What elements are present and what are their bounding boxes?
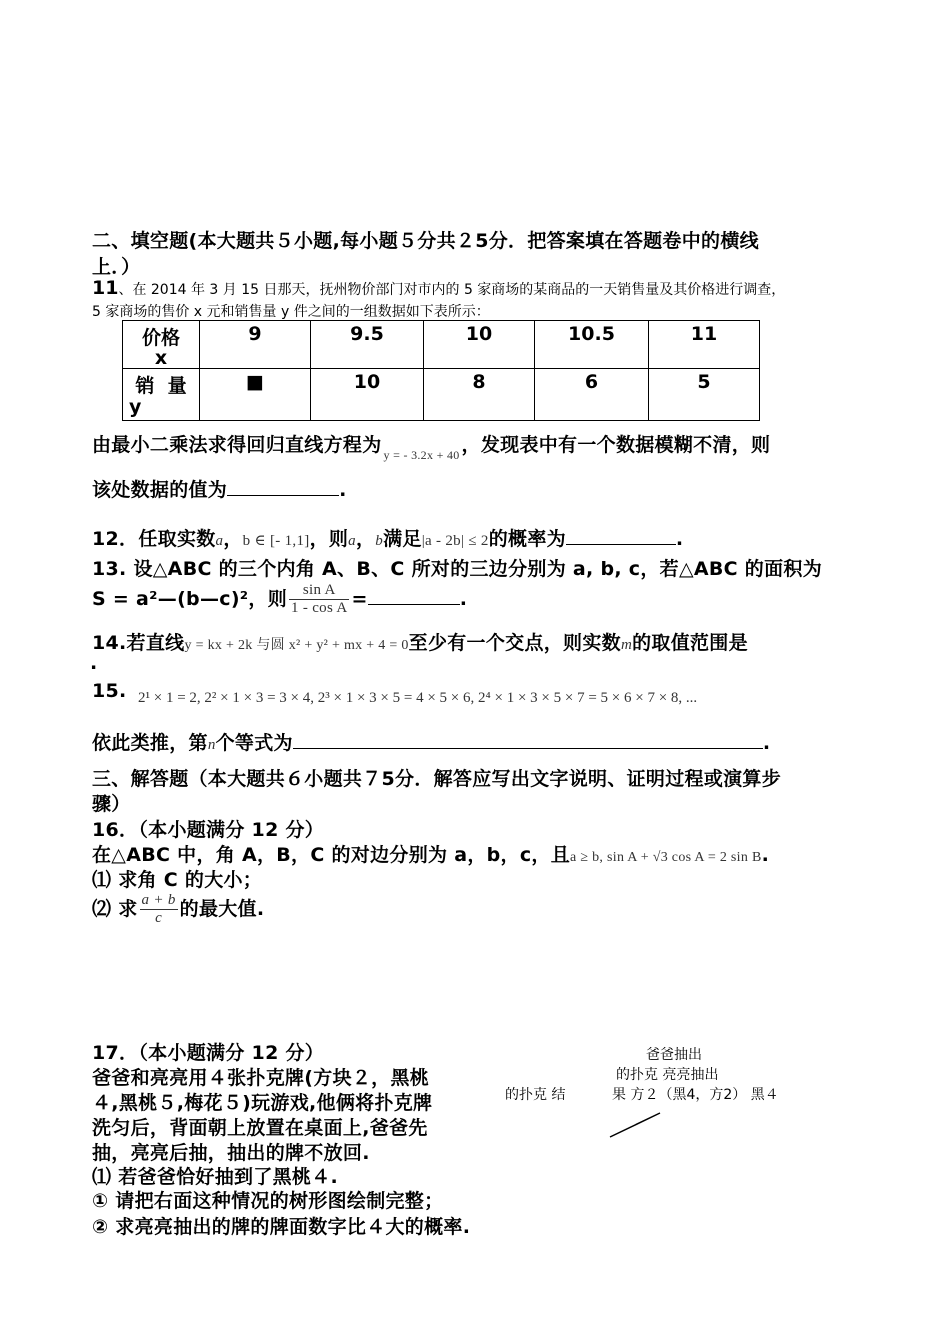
q15-equation: 2¹ × 1 = 2, 2² × 1 × 3 = 3 × 4, 2³ × 1 × 3 × 5 = 4 × 5 × 6, 2⁴ × 1 × 3 × 5 × 7 = 5 × 6 × 7 × 8, ... (138, 690, 698, 706)
q14 (92, 628, 748, 655)
q14-suffix: 的取值范围是 (632, 632, 748, 654)
q15-line2 (92, 728, 770, 755)
q13-line1: 13. 设△ABC 的三个内角 A、B、C 所对的三边分别为 a, b, c，若△ABC 的面积为 (92, 558, 823, 580)
q14-line2: . (90, 652, 98, 674)
q13-line2 (92, 582, 467, 617)
frac-numerator: sin A (289, 582, 349, 600)
q11-intro-text: 、在 2014 年 3 月 15 日那天，抚州物价部门对市内的 5 家商场的某商品的一天销售量及其价格进行调查， (118, 282, 786, 298)
q12-then: ，则 (309, 528, 349, 550)
b-range: b ∈ [- 1,1] (242, 533, 310, 549)
period: . (339, 479, 347, 501)
answer-blank[interactable] (368, 586, 460, 605)
q17-part1: ⑴ 若爸爸恰好抽到了黑桃４. (92, 1166, 339, 1188)
q11-data-table (122, 320, 760, 421)
q11-text-line1 (92, 430, 770, 463)
section-3-title-cont: 骤） (92, 793, 131, 815)
frac-numerator: a + b (141, 892, 176, 908)
q17-sub1: ① 请把右面这种情况的树形图绘制完整； (92, 1190, 444, 1212)
q11-text-line2 (92, 475, 347, 502)
q12-inequality: |a - 2b| ≤ 2 (421, 533, 489, 549)
blurred-cell: ■ (200, 369, 311, 421)
sales-var: y (129, 396, 142, 418)
q16-fraction (140, 892, 178, 927)
q16-text: 在△ABC 中，角 A，B，C 的对边分别为 a，b，c，且 (92, 844, 571, 866)
regression-equation: y = - 3.2x + 40 (383, 448, 460, 462)
q16-part2-suffix: 的最大值. (179, 898, 265, 920)
var-a: a (348, 533, 356, 549)
q15-number: 15. (92, 680, 127, 702)
q16-part2 (92, 892, 264, 927)
table-cell: 10 (424, 321, 535, 369)
var-a: a (215, 533, 224, 549)
q14-mid: 至少有一个交点，则实数 (408, 632, 621, 654)
table-cell: 11 (649, 321, 760, 369)
q17-line: 洗匀后，背面朝上放置在桌面上,爸爸先 (92, 1117, 428, 1139)
q16-line1 (92, 840, 769, 867)
price-label: 价格 (141, 327, 180, 349)
comma: ， (223, 528, 243, 550)
q17-line: 爸爸和亮亮用４张扑克牌(方块２，黑桃 (92, 1067, 430, 1089)
q16-part1: ⑴ 求角 C 的大小； (92, 869, 263, 891)
frac-denominator: 1 - cos A (291, 600, 348, 616)
equals: = (351, 588, 368, 610)
answer-blank[interactable] (227, 477, 339, 496)
q11-text-a: 由最小二乘法求得回归直线方程为 (92, 434, 382, 456)
q17-line: 抽，亮亮后抽，抽出的牌不放回. (92, 1142, 370, 1164)
section-3-title: 三、解答题（本大题共６小题共７5分．解答应写出文字说明、证明过程或演算步 (92, 768, 782, 790)
table-row-price (123, 321, 760, 369)
section-2-title-cont: 上．） (92, 256, 141, 278)
table-cell: 9 (200, 321, 311, 369)
q17-header: 17．（本小题满分 12 分） (92, 1042, 325, 1064)
q12-satisfy: 满足 (383, 528, 422, 550)
q11-number: 11 (92, 277, 119, 299)
comma: ， (355, 528, 376, 550)
q15-text-b: 个等式为 (215, 732, 293, 754)
q17-sub2: ② 求亮亮抽出的牌的牌面数字比４大的概率. (92, 1216, 471, 1238)
table-cell: 10 (311, 369, 424, 421)
q16-part2-text: ⑵ 求 (92, 898, 138, 920)
q12-suffix: 的概率为 (488, 528, 566, 550)
q14-prefix: 14.若直线 (92, 632, 185, 654)
tree-dad-label-2: 的扑克 亮亮抽出 (616, 1067, 719, 1083)
period: . (459, 588, 468, 610)
period: . (761, 844, 770, 866)
period: . (762, 732, 771, 754)
answer-blank[interactable] (566, 526, 676, 545)
table-cell: 6 (535, 369, 649, 421)
table-row-sales (123, 369, 760, 421)
q13-fraction (289, 582, 349, 617)
tree-left-label: 的扑克 结 (505, 1087, 566, 1103)
table-cell: 9.5 (311, 321, 424, 369)
table-cell: 8 (424, 369, 535, 421)
q15-text-a: 依此类推，第 (92, 732, 208, 754)
section-2-title: 二、填空题(本大题共５小题,每小题５分共２5分．把答案填在答题卷中的横线 (92, 230, 759, 252)
answer-blank[interactable] (293, 730, 763, 749)
table-cell: 5 (649, 369, 760, 421)
q11-intro-line2: 5 家商场的售价 x 元和销售量 y 件之间的一组数据如下表所示： (92, 304, 490, 320)
q16-condition: a ≥ b, sin A + √3 cos A = 2 sin B (570, 850, 762, 865)
var-n: n (207, 737, 216, 753)
frac-denominator: c (155, 910, 163, 926)
tree-branch-line (600, 1105, 670, 1145)
price-var: x (154, 347, 168, 369)
var-b: b (375, 533, 384, 549)
table-cell: 10.5 (535, 321, 649, 369)
q16-header: 16．（本小题满分 12 分） (92, 819, 325, 841)
table-header-sales (123, 369, 200, 421)
q11-intro-line1 (92, 277, 785, 299)
q12-prefix: 12．任取实数 (92, 528, 216, 550)
q14-equation: y = kx + 2k 与圆 x² + y² + mx + 4 = 0 (184, 638, 409, 653)
q17-line: ４,黑桃５,梅花５)玩游戏,他俩将扑克牌 (92, 1092, 433, 1114)
var-m: m (620, 637, 633, 653)
tree-result-row: 果 方２（黑4，方2） 黑４ (612, 1087, 779, 1103)
period: . (675, 528, 684, 550)
q11-text-b: ，发现表中有一个数据模糊不清，则 (461, 434, 771, 456)
q13-area-formula: S = a²—(b—c)²，则 (92, 588, 288, 610)
sales-label: 销 量 (135, 375, 187, 397)
table-header-price (123, 321, 200, 369)
q11-blank-prompt: 该处数据的值为 (92, 479, 228, 501)
tree-dad-label: 爸爸抽出 (646, 1047, 702, 1063)
q12 (92, 524, 683, 551)
